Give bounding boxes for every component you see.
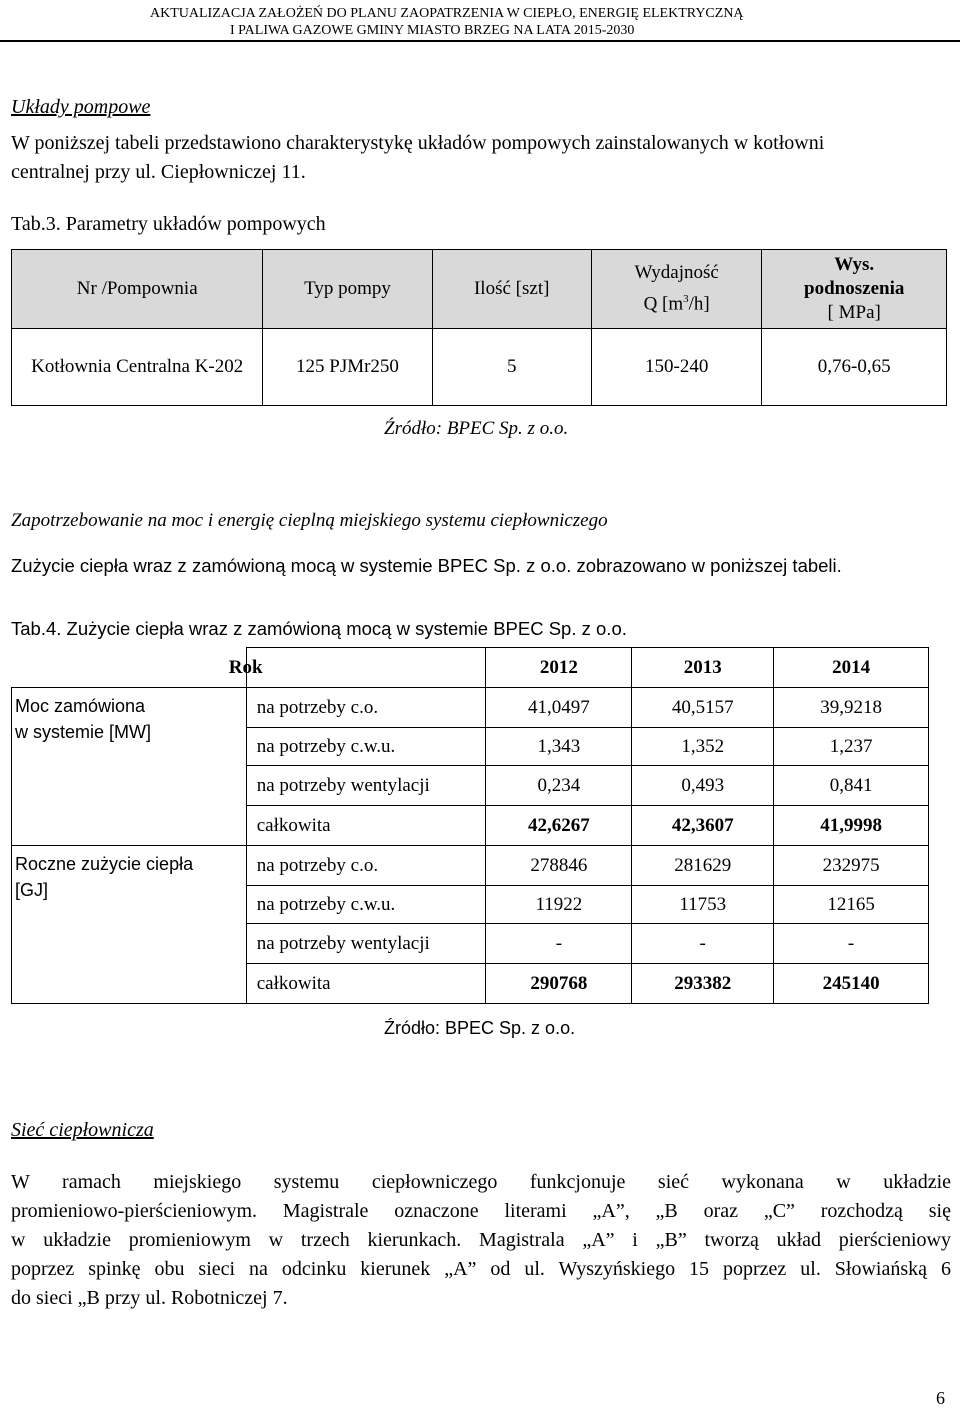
header-wysokosc-l2: podnoszenia bbox=[804, 278, 905, 299]
header-nr: Nr /Pompownia bbox=[12, 250, 263, 329]
network-line-1: W ramach miejskiego systemu ciepłowniczego funkcjonuje sieć wykonana w układzie bbox=[11, 1171, 951, 1193]
value-cell: 278846 bbox=[486, 846, 632, 886]
value-cell: 0,234 bbox=[486, 766, 632, 806]
value-cell: 41,9998 bbox=[774, 806, 929, 846]
rok-label: Rok bbox=[246, 648, 486, 688]
header-wysokosc bbox=[762, 250, 947, 329]
value-cell: 11922 bbox=[486, 886, 632, 924]
value-cell: 290768 bbox=[486, 964, 632, 1004]
header-ilosc: Ilość [szt] bbox=[432, 250, 591, 329]
value-cell: 12165 bbox=[774, 886, 929, 924]
value-cell: 42,3607 bbox=[632, 806, 774, 846]
value-cell: 281629 bbox=[632, 846, 774, 886]
table-4-caption: Tab.4. Zużycie ciepła wraz z zamówioną mocą w systemie BPEC Sp. z o.o. bbox=[11, 618, 627, 639]
section-title-network: Sieć ciepłownicza bbox=[11, 1119, 154, 1141]
cell-nr: Kotłownia Centralna K-202 bbox=[12, 329, 263, 406]
network-line-4: poprzez spinkę obu sieci na odcinku kierunek „A” od ul. Wyszyńskiego 15 poprzez ul. Słowiańską 6 bbox=[11, 1258, 951, 1280]
cell-typ: 125 PJMr250 bbox=[263, 329, 432, 406]
network-line-3: w układzie promieniowym w trzech kierunkach. Magistrala „A” i „B” tworzą układ pierścieniowy bbox=[11, 1229, 951, 1251]
value-cell: - bbox=[486, 924, 632, 964]
table-header-row bbox=[12, 250, 947, 329]
value-cell: 0,493 bbox=[632, 766, 774, 806]
value-cell: 39,9218 bbox=[774, 688, 929, 728]
header-wydajnosc bbox=[591, 250, 762, 329]
table-3-source: Źródło: BPEC Sp. z o.o. bbox=[384, 418, 569, 439]
value-cell: - bbox=[632, 924, 774, 964]
intro-line-2: centralnej przy ul. Ciepłowniczej 11. bbox=[11, 161, 306, 183]
demand-intro: Zużycie ciepła wraz z zamówioną mocą w systemie BPEC Sp. z o.o. zobrazowano w poniższej tabeli. bbox=[11, 555, 842, 576]
pump-parameters-table bbox=[11, 249, 947, 406]
value-cell: 245140 bbox=[774, 964, 929, 1004]
value-cell: 232975 bbox=[774, 846, 929, 886]
year-header-row bbox=[12, 648, 929, 688]
header-rule bbox=[0, 40, 960, 42]
value-cell: 42,6267 bbox=[486, 806, 632, 846]
heat-consumption-table bbox=[11, 647, 929, 1004]
table-3-caption: Tab.3. Parametry układów pompowych bbox=[11, 213, 326, 235]
page-number: 6 bbox=[936, 1388, 945, 1408]
year-2012: 2012 bbox=[486, 648, 632, 688]
row-label: na potrzeby wentylacji bbox=[246, 924, 486, 964]
header-wydajnosc-l2: Q $[m^3/h]$ bbox=[643, 293, 710, 315]
group-moc-label: Moc zamówiona w systemie [MW] bbox=[12, 688, 247, 846]
header-wysokosc-l3: [ MPa] bbox=[827, 302, 881, 323]
network-line-2: promieniowo-pierścieniowym. Magistrale oznaczone literami „A”, „B oraz „C” rozchodzą się bbox=[11, 1200, 951, 1222]
value-cell: - bbox=[774, 924, 929, 964]
cell-wydajnosc: 150-240 bbox=[591, 329, 762, 406]
row-label: na potrzeby wentylacji bbox=[246, 766, 486, 806]
cell-wysokosc: 0,76-0,65 bbox=[762, 329, 947, 406]
group-zuzycie-label: Roczne zużycie ciepła [GJ] bbox=[12, 846, 247, 1004]
value-cell: 1,237 bbox=[774, 728, 929, 766]
header-line-2: I PALIWA GAZOWE GMINY MIASTO BRZEG NA LATA 2015-2030 bbox=[230, 23, 635, 38]
row-label: na potrzeby c.o. bbox=[246, 846, 486, 886]
row-label: na potrzeby c.w.u. bbox=[246, 886, 486, 924]
value-cell: 11753 bbox=[632, 886, 774, 924]
table-row bbox=[12, 846, 929, 886]
table-4-source: Źródło: BPEC Sp. z o.o. bbox=[384, 1018, 576, 1038]
header-typ: Typ pompy bbox=[263, 250, 432, 329]
value-cell: 41,0497 bbox=[486, 688, 632, 728]
year-2014: 2014 bbox=[774, 648, 929, 688]
intro-line-1: W poniższej tabeli przedstawiono charakterystykę układów pompowych zainstalowanych w kotłowni bbox=[11, 132, 825, 154]
value-cell: 293382 bbox=[632, 964, 774, 1004]
year-2013: 2013 bbox=[632, 648, 774, 688]
header-wydajnosc-l1: Wydajność bbox=[634, 262, 719, 284]
row-label: na potrzeby c.o. bbox=[246, 688, 486, 728]
row-label: na potrzeby c.w.u. bbox=[246, 728, 486, 766]
table-row bbox=[12, 688, 929, 728]
network-line-5: do sieci „B przy ul. Robotniczej 7. bbox=[11, 1287, 288, 1309]
header-line-1: AKTUALIZACJA ZAŁOŻEŃ DO PLANU ZAOPATRZENIA W CIEPŁO, ENERGIĘ ELEKTRYCZNĄ bbox=[150, 6, 744, 21]
row-label: całkowita bbox=[246, 964, 486, 1004]
network-paragraph bbox=[11, 1168, 951, 1313]
section-title-demand: Zapotrzebowanie na moc i energię cieplną miejskiego systemu ciepłowniczego bbox=[11, 510, 608, 531]
row-label: całkowita bbox=[246, 806, 486, 846]
table-row bbox=[12, 329, 947, 406]
value-cell: 0,841 bbox=[774, 766, 929, 806]
value-cell: 40,5157 bbox=[632, 688, 774, 728]
cell-ilosc: 5 bbox=[432, 329, 591, 406]
header-wysokosc-l1: Wys. bbox=[834, 254, 875, 275]
value-cell: 1,352 bbox=[632, 728, 774, 766]
value-cell: 1,343 bbox=[486, 728, 632, 766]
section-title-pump-systems: Układy pompowe bbox=[11, 96, 151, 118]
